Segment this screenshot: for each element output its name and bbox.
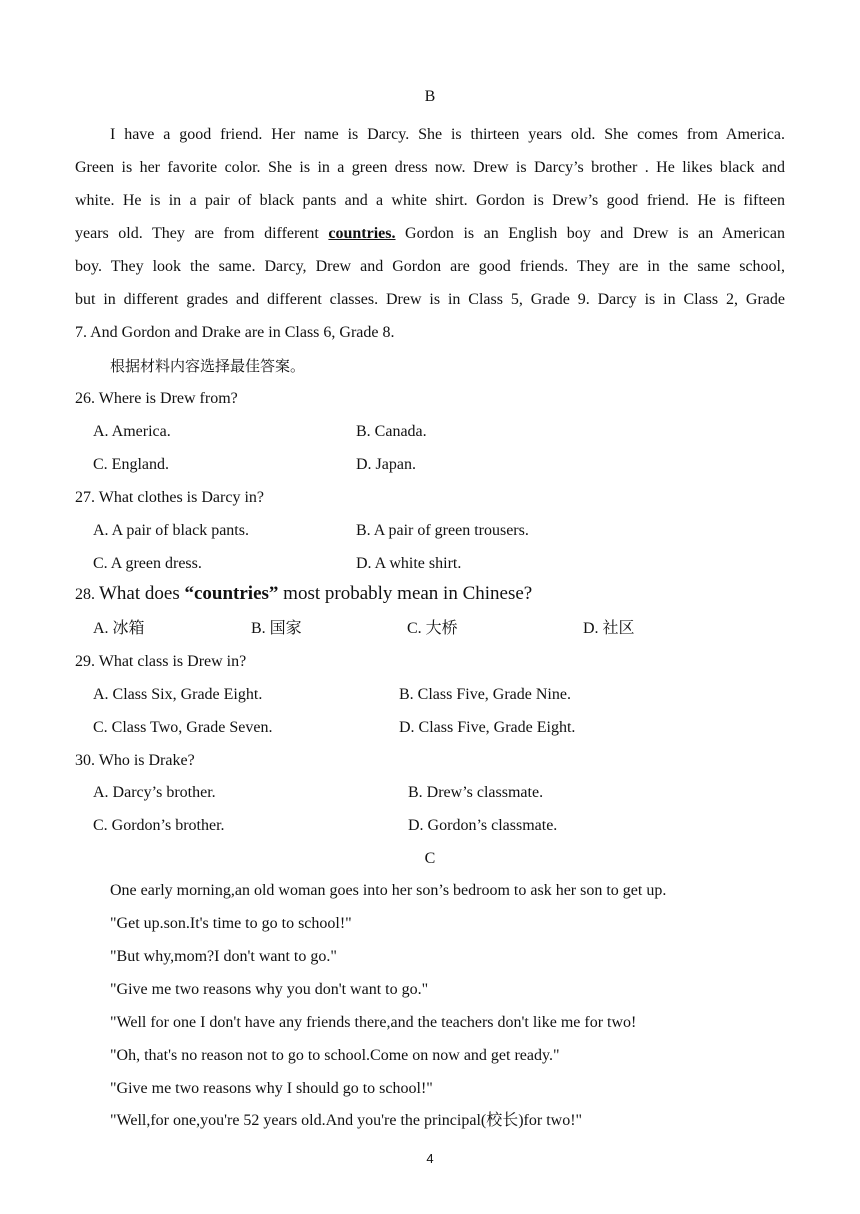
keyword-countries: “countries” [184, 583, 279, 604]
option-d: D. Class Five, Grade Eight. [399, 719, 576, 736]
passage-line: 7. And Gordon and Drake are in Class 6, Grade 8. [75, 324, 395, 341]
question-text: most probably mean in Chinese? [278, 583, 533, 604]
passage-text: Gordon is an English boy and Drew is an American [395, 225, 785, 242]
story-line: "Well,for one,you're 52 years old.And you're the principal(校长)for two!" [110, 1112, 583, 1129]
option-b: B. Drew’s classmate. [408, 784, 544, 801]
option-a: A. America. [93, 423, 171, 440]
option-a: A. Class Six, Grade Eight. [93, 686, 263, 703]
passage-text: years old. They are from different [75, 225, 329, 242]
page-number: 4 [426, 1151, 434, 1166]
question-stem: 27. What clothes is Darcy in? [75, 489, 264, 506]
option-b: B. Class Five, Grade Nine. [399, 686, 571, 703]
option-d: D. 社区 [583, 620, 635, 637]
story-line: "Give me two reasons why I should go to school!" [110, 1080, 433, 1097]
option-c: C. A green dress. [93, 555, 202, 572]
keyword-countries: countries. [328, 225, 396, 242]
question-stem: 26. Where is Drew from? [75, 390, 238, 407]
story-line: "Well for one I don't have any friends there,and the teachers don't like me for two! [110, 1014, 637, 1031]
story-line: "Oh, that's no reason not to go to school.Come on now and get ready." [110, 1047, 560, 1064]
option-a: A. A pair of black pants. [93, 522, 249, 539]
passage-line: Green is her favorite color. She is in a green dress now. Drew is Darcy’s brother . He likes black and [75, 159, 785, 176]
option-c: C. England. [93, 456, 169, 473]
section-c-heading: C [424, 850, 436, 867]
passage-line: but in different grades and different classes. Drew is in Class 5, Grade 9. Darcy is in Class 2, Grade [75, 291, 785, 308]
passage-line: white. He is in a pair of black pants and a white shirt. Gordon is Drew’s good friend. He is fifteen [75, 192, 785, 209]
story-line: One early morning,an old woman goes into her son’s bedroom to ask her son to get up. [110, 882, 667, 899]
passage-line: I have a good friend. Her name is Darcy. She is thirteen years old. She comes from America. [110, 126, 785, 143]
option-a: A. Darcy’s brother. [93, 784, 216, 801]
option-d: D. Gordon’s classmate. [408, 817, 558, 834]
question-stem: 30. Who is Drake? [75, 752, 195, 769]
option-b: B. Canada. [356, 423, 427, 440]
story-line: "Give me two reasons why you don't want to go." [110, 981, 429, 998]
option-a: A. 冰箱 [93, 620, 145, 637]
option-b: B. 国家 [251, 620, 302, 637]
question-text: What does [99, 583, 185, 604]
option-c: C. Class Two, Grade Seven. [93, 719, 273, 736]
question-stem: 29. What class is Drew in? [75, 653, 247, 670]
passage-line [75, 224, 785, 244]
option-d: D. Japan. [356, 456, 416, 473]
option-d: D. A white shirt. [356, 555, 462, 572]
option-b: B. A pair of green trousers. [356, 522, 529, 539]
question-stem [75, 584, 532, 605]
section-b-heading: B [424, 88, 436, 105]
question-number: 28. [75, 586, 99, 603]
story-line: "Get up.son.It's time to go to school!" [110, 915, 352, 932]
option-c: C. 大桥 [407, 620, 458, 637]
passage-line: boy. They look the same. Darcy, Drew and Gordon are good friends. They are in the same school, [75, 258, 785, 275]
story-line: "But why,mom?I don't want to go." [110, 948, 337, 965]
option-c: C. Gordon’s brother. [93, 817, 225, 834]
instruction: 根据材料内容选择最佳答案。 [110, 357, 306, 375]
